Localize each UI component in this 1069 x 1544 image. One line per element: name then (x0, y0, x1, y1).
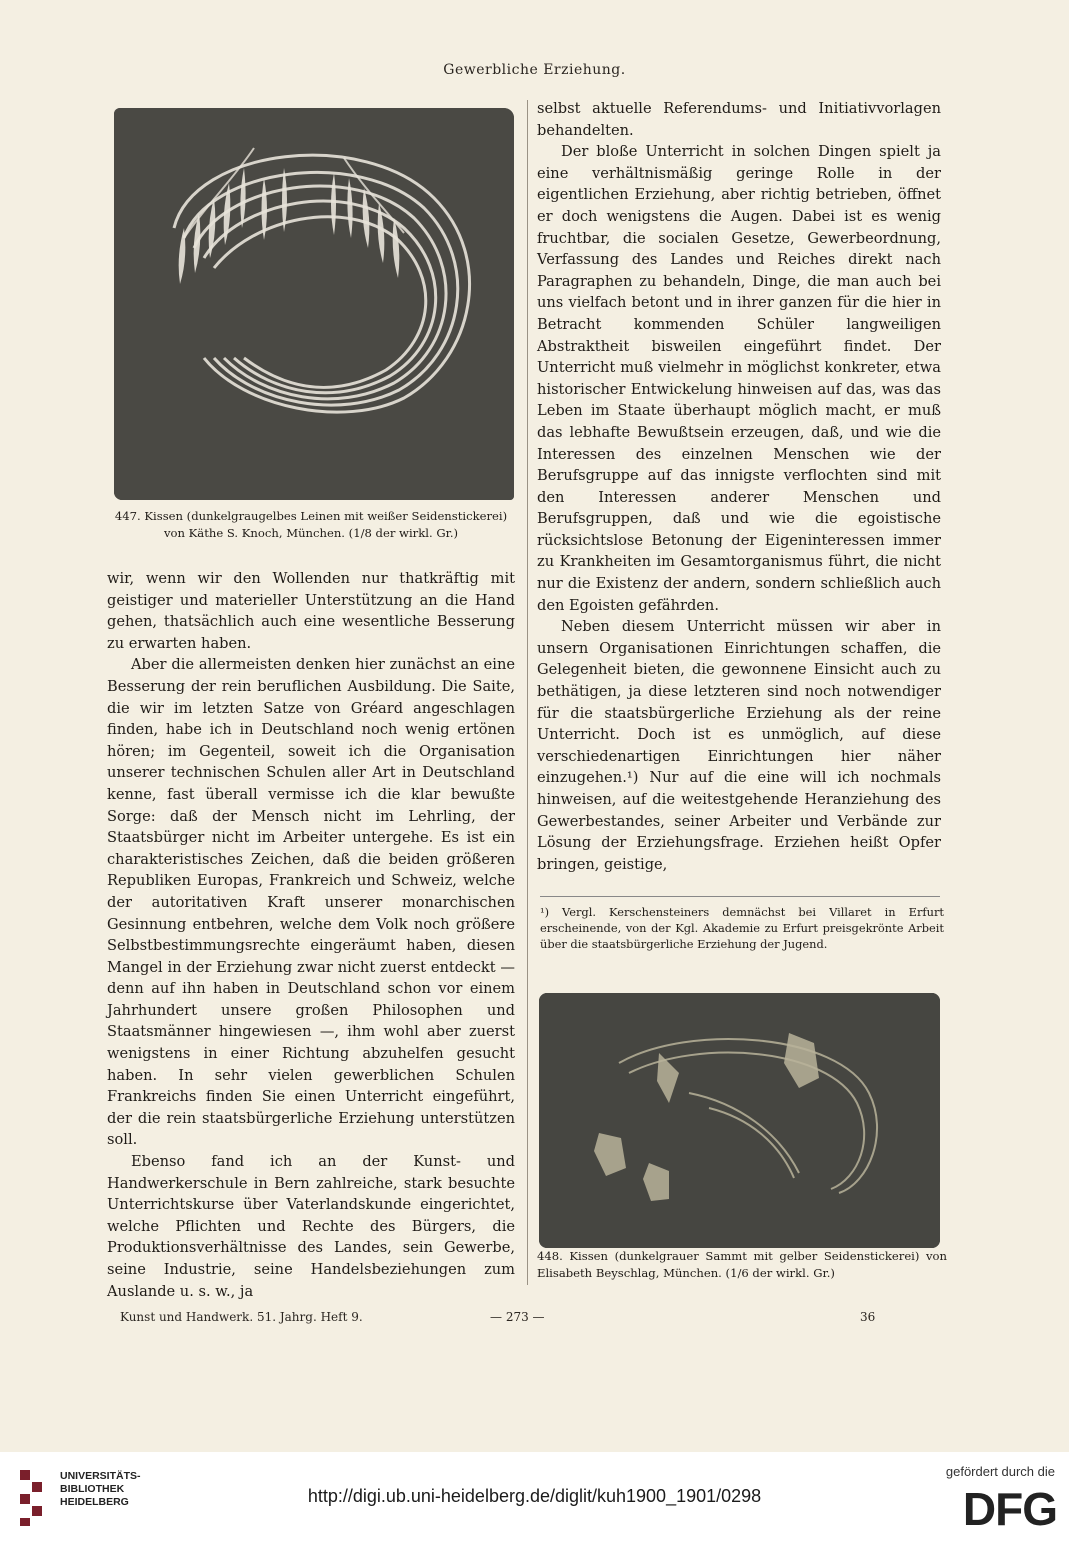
right-paragraph-2: Der bloße Unterricht in solchen Dingen spielt ja eine verhältnismäßig geringe Rolle in der eigentlichen Erziehung, aber richtig betrieben, öffnet er doch wenigstens die Augen. Dabei ist es wenig fruchtbar, die socialen Gesetze, Gewerbeordnung, Verfassung des Landes und Reiches direkt nach Paragraphen zu behandeln, Dinge, die man auch bei uns vielfach betont und in ihrer ganzen für die hier in Betracht kommenden Schüler langweiligen Abstraktheit bisweilen eingeführt findet. Der Unterricht muß vielmehr in möglichst konkreter, etwa historischer Entwickelung hinweisen auf das, was das Leben im Staate überhaupt möglich macht, er muß das lebhafte Bewußtsein erzeugen, daß, und wie die Interessen des einzelnen Menschen wie der Berufsgruppe auf das innigste verflochten sind mit den Interessen anderer Menschen und Berufsgruppen, daß und wie die egoistische rücksichtslose Betonung der Eigeninteressen immer zu Krankheiten im Gesamtorganismus führt, die nicht nur die Existenz der andern, sondern schließlich auch den Egoisten gefährden. (537, 143, 941, 614)
left-text-column (107, 568, 515, 1302)
digitization-banner (0, 1452, 1069, 1544)
figure-447-cushion-photo (114, 108, 514, 500)
permalink-url[interactable]: http://digi.ub.uni-heidelberg.de/diglit/kuh1900_1901/0298 (307, 1486, 762, 1506)
footer-journal: Kunst und Handwerk. 51. Jahrg. Heft 9. (120, 1310, 363, 1324)
footnote: ¹) Vergl. Kerschensteiners demnächst bei Villaret in Erfurt erscheinende, von der Kgl. Akademie zu Erfurt preisgekrönte Arbeit über die staatsbürgerliche Erziehung der Jugend. (540, 905, 944, 951)
cushion-embroidery-illustration (114, 108, 514, 500)
figure-448-caption: 448. Kissen (dunkelgrauer Sammt mit gelber Seidenstickerei) von Elisabeth Beyschlag, München. (1/6 der wirkl. Gr.) (537, 1249, 947, 1280)
footnote-rule (540, 896, 940, 897)
figure-447-caption (107, 508, 515, 542)
library-name-line2: BIBLIOTHEK (60, 1483, 125, 1495)
figure-448-cushion-photo (539, 993, 940, 1248)
library-name-line3: HEIDELBERG (60, 1496, 129, 1508)
running-head: Gewerbliche Erziehung. (443, 62, 626, 78)
funder-caption: gefördert durch die (945, 1464, 1055, 1479)
dfg-logo: DFG (962, 1483, 1057, 1535)
left-paragraph-1: wir, wenn wir den Wollenden nur thatkräftig mit geistiger und materieller Unterstützung an die Hand gehen, thatsächlich auch eine wesentliche Besserung zu erwarten haben. (107, 570, 515, 652)
column-divider (527, 100, 528, 1285)
right-paragraph-1: selbst aktuelle Referendums- und Initiativvorlagen behandelten. (537, 100, 941, 139)
figure-447-caption-line1: 447. Kissen (dunkelgraugelbes Leinen mit weißer Seidenstickerei) (114, 509, 508, 523)
footer-page-number: — 273 — (490, 1310, 545, 1324)
left-paragraph-2: Aber die allermeisten denken hier zunächst an eine Besserung der rein beruflichen Ausbildung. Die Saite, die wir im letzten Satze von Gréard angeschlagen finden, habe ich in Deutschland noch wenig ertönen hören; im Gegenteil, soweit ich die Organisation unserer technischen Schulen aller Art in Deutschland kenne, fast überall vermisse ich die klar bewußte Sorge: daß der Mensch nicht im Lehrling, der Staatsbürger nicht im Arbeiter untergehe. Es ist ein charakteristisches Zeichen, daß die beiden größeren Republiken Europas, Frankreich und Schweiz, welche der autoritativen Kraft unserer monarchischen Gesinnung entbehren, welche dem Volk noch größere Selbstbestimmungsrechte eingeräumt haben, diesen Mangel in der Erziehung zwar nicht zuerst entdeckt — denn auf ihn haben in Deutschland schon vor einem Jahrhundert unsere großen Philosophen und Staatsmänner hingewiesen —, ihm wohl aber zuerst wenigstens in einer Richtung abzuhelfen gesucht haben. In sehr vielen gewerblichen Schulen Frankreichs finden Sie einen Unterricht eingeführt, der die rein staatsbürgerliche Erziehung unterstützen soll. (107, 656, 515, 1149)
figure-447-caption-line2: von Käthe S. Knoch, München. (1/8 der wirkl. Gr.) (163, 526, 459, 540)
right-text-column (537, 98, 941, 875)
right-paragraph-3: Neben diesem Unterricht müssen wir aber in unsern Organisationen Einrichtungen schaffen, die Gelegenheit bieten, die gewonnene Einsicht auch zu bethätigen, ja diese letzteren sind noch notwendiger für die staatsbürgerliche Erziehung als der reine Unterricht. Doch ist es unmöglich, auf diese verschiedenartigen Einrichtungen hier näher einzugehen.¹) Nur auf die eine will ich nochmals hinweisen, auf die weitestgehende Heranziehung des Gewerbestandes, seiner Arbeiter und Verbände zur Lösung der Erziehungsfrage. Erziehen heißt Opfer bringen, geistige, (537, 618, 941, 873)
footer-signature: 36 (860, 1310, 876, 1324)
left-paragraph-3: Ebenso fand ich an der Kunst- und Handwerkerschule in Bern zahlreiche, stark besuchte Unterrichtskurse über Vaterlandskunde eingerichtet, welche Pflichten und Rechte des Bürgers, die Produktionsverhältnisse des Landes, sein Gewerbe, seine Industrie, seine Handelsbeziehungen zum Auslande u. s. w., ja (107, 1153, 515, 1300)
library-name-line1: UNIVERSITÄTS- (60, 1470, 141, 1482)
cushion-flower-embroidery-illustration (539, 993, 940, 1248)
